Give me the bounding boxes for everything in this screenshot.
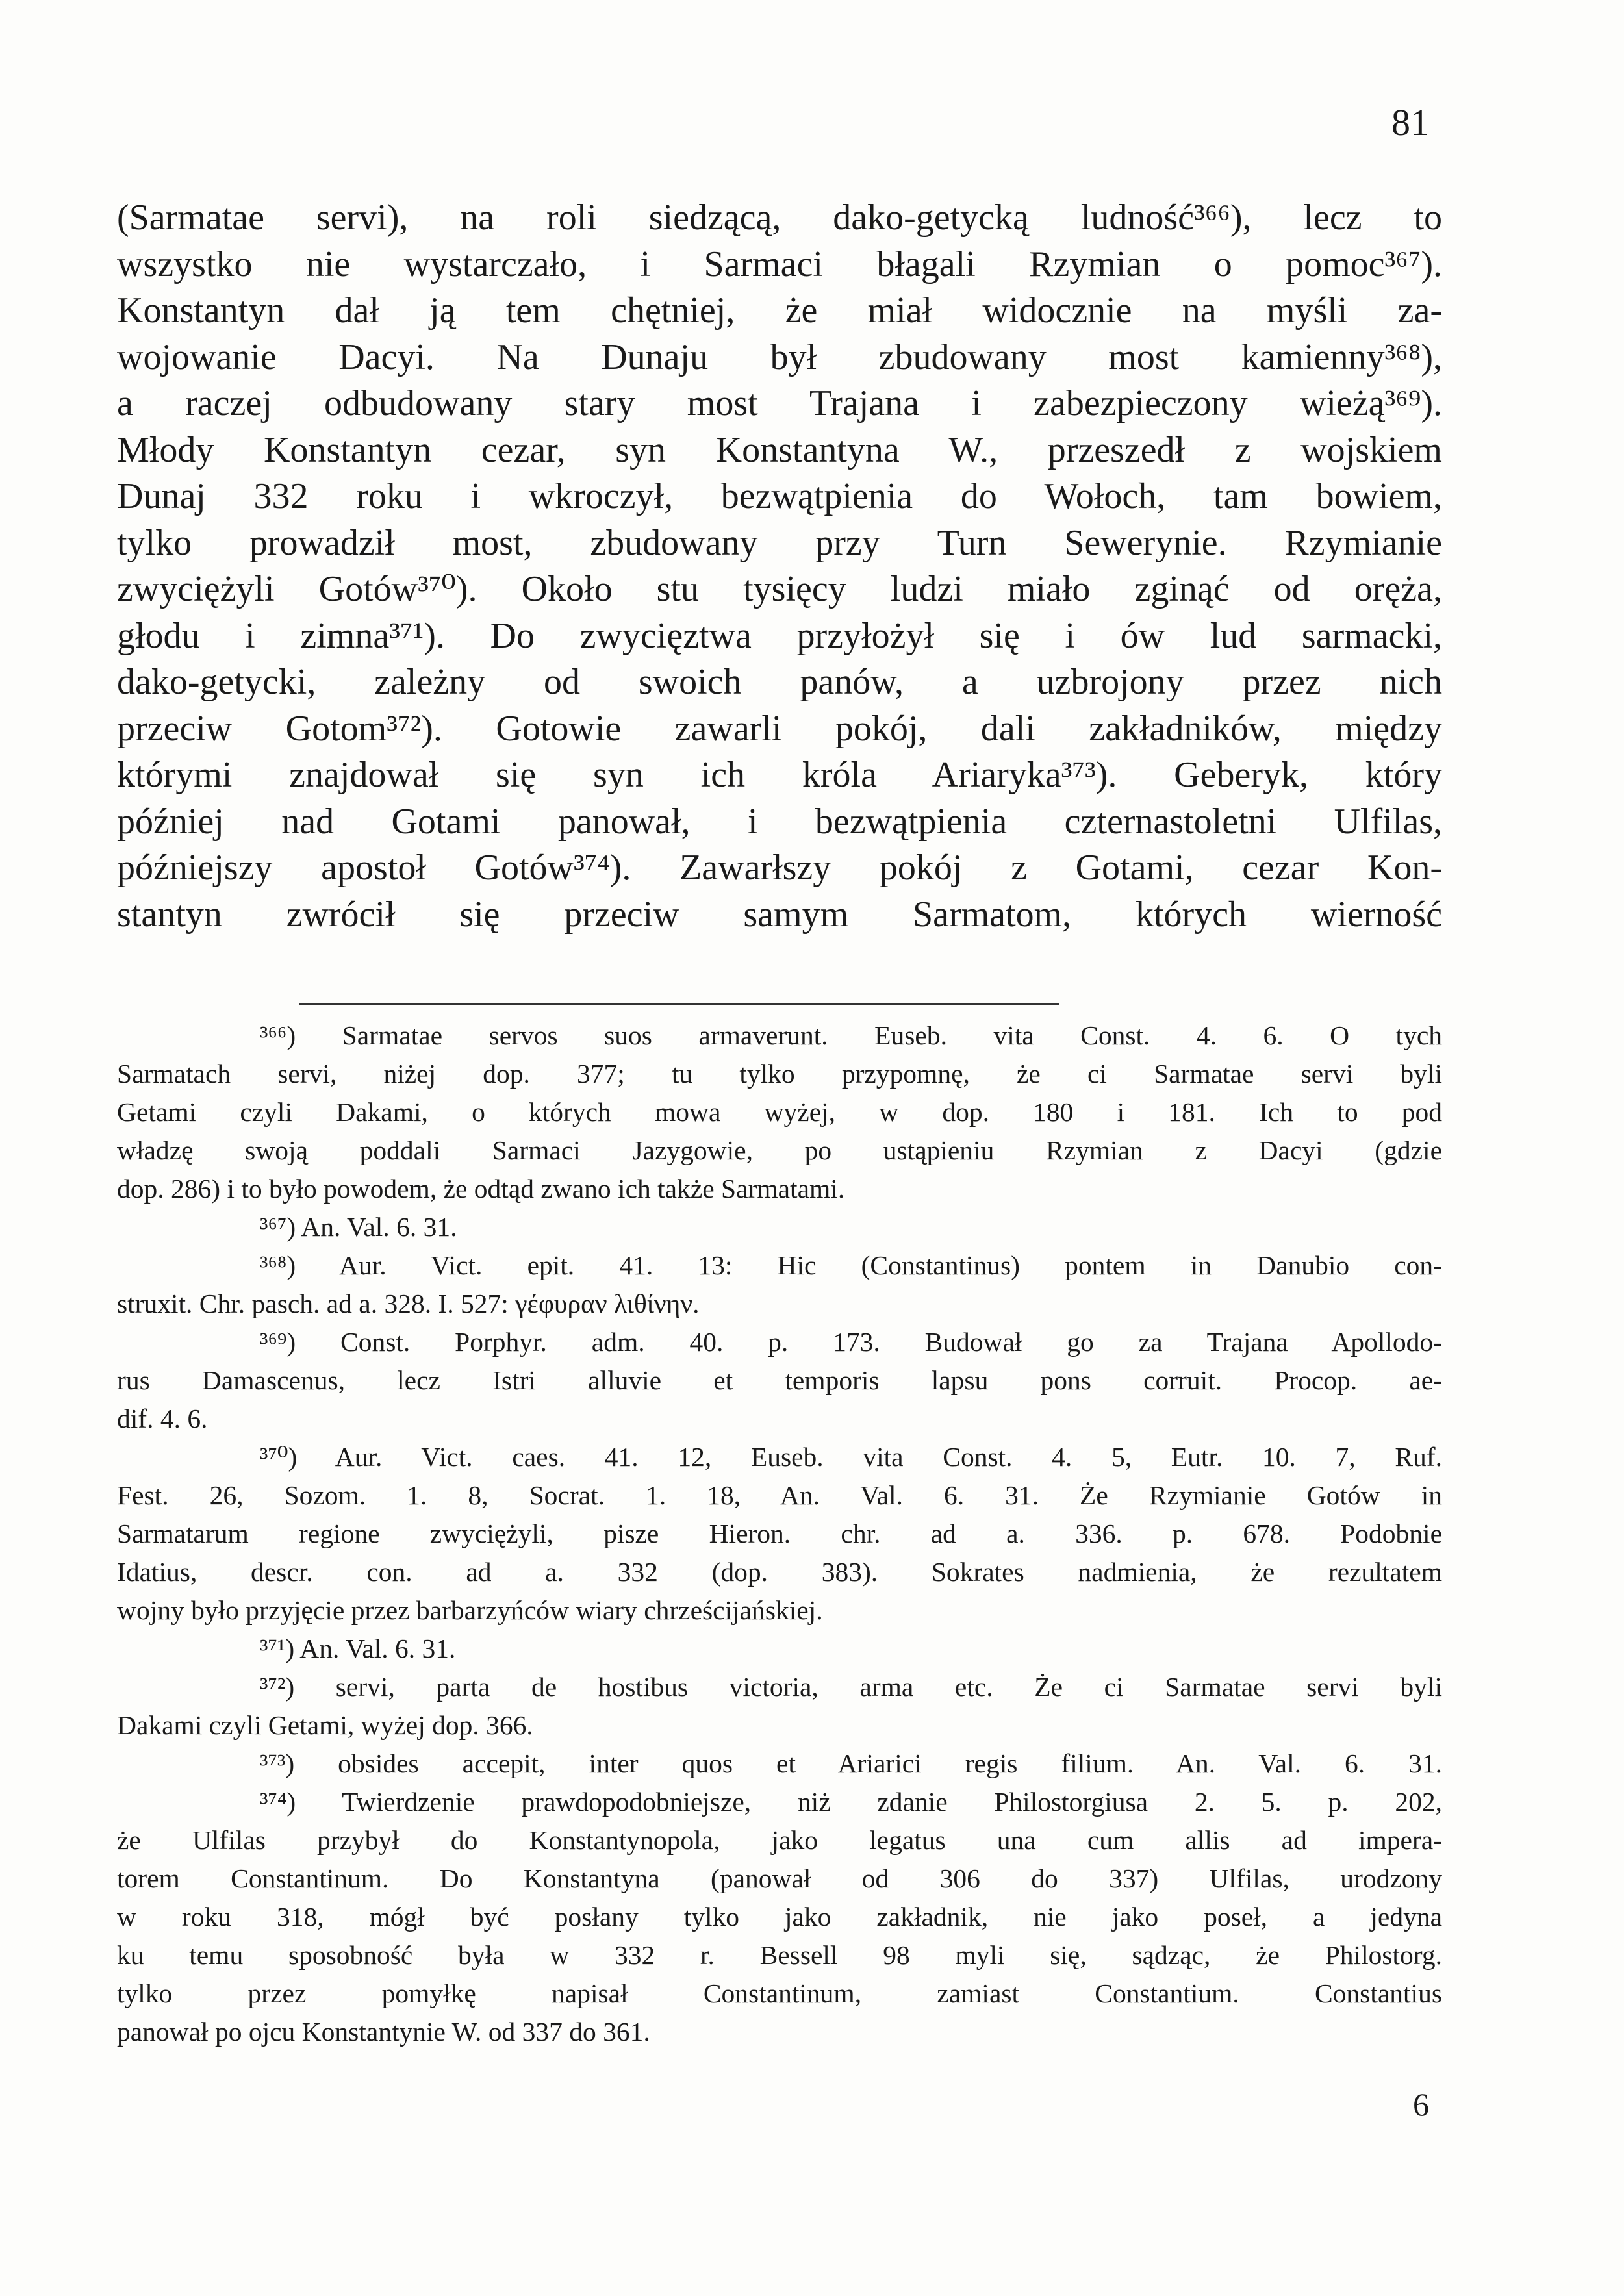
- footnotes: [117, 1016, 1442, 2051]
- text-line: (Sarmatae servi), na roli siedzącą, dako-getycką ludność³⁶⁶), lecz to: [117, 197, 1442, 238]
- footnote-line: panował po ojcu Konstantynie W. od 337 do 361.: [117, 2017, 650, 2047]
- text-line: stantyn zwrócił się przeciw samym Sarmatom, których wierność: [117, 894, 1442, 935]
- text-line: Konstantyn dał ją tem chętniej, że miał widocznie na myśli za-: [117, 290, 1442, 331]
- signature-mark: 6: [1413, 2086, 1429, 2123]
- footnote-line: w roku 318, mógł być posłany tylko jako zakładnik, nie jako poseł, a jedyna: [117, 1902, 1442, 1932]
- footnote-line: struxit. Chr. pasch. ad a. 328. I. 527: γέφυραν λιθίνην.: [117, 1289, 700, 1318]
- text-line: a raczej odbudowany stary most Trajana i zabezpieczony wieżą³⁶⁹).: [117, 383, 1442, 423]
- footnote-line: ³⁷²) servi, parta de hostibus victoria, arma etc. Że ci Sarmatae servi byli: [260, 1672, 1442, 1702]
- footnote-line: ³⁶⁶) Sarmatae servos suos armaverunt. Euseb. vita Const. 4. 6. O tych: [260, 1020, 1442, 1050]
- text-line: wszystko nie wystarczało, i Sarmaci błagali Rzymian o pomoc³⁶⁷).: [117, 244, 1442, 284]
- text-line: przeciw Gotom³⁷²). Gotowie zawarli pokój, dali zakładników, między: [117, 708, 1442, 749]
- page-number: 81: [1391, 101, 1429, 144]
- text-line: zwyciężyli Gotów³⁷⁰). Około stu tysięcy ludzi miało zginąć od oręża,: [117, 569, 1442, 609]
- text-line: Młody Konstantyn cezar, syn Konstantyna W., przeszedł z wojskiem: [117, 429, 1442, 470]
- text-line: późniejszy apostoł Gotów³⁷⁴). Zawarłszy pokój z Gotami, cezar Kon-: [117, 848, 1442, 888]
- footnote-line: Dakami czyli Getami, wyżej dop. 366.: [117, 1710, 533, 1740]
- text-line: tylko prowadził most, zbudowany przy Turn Sewerynie. Rzymianie: [117, 522, 1442, 563]
- text-line: Dunaj 332 roku i wkroczył, bezwątpienia do Wołoch, tam bowiem,: [117, 476, 1442, 516]
- footnote-line: tylko przez pomyłkę napisał Constantinum, zamiast Constantium. Constantius: [117, 1978, 1442, 2008]
- footnote-line: ³⁷³) obsides accepit, inter quos et Ariarici regis filium. An. Val. 6. 31.: [260, 1748, 1442, 1778]
- footnote-line: Sarmatarum regione zwyciężyli, pisze Hieron. chr. ad a. 336. p. 678. Podobnie: [117, 1519, 1442, 1548]
- footnote-line: wojny było przyjęcie przez barbarzyńców wiary chrześcijańskiej.: [117, 1595, 823, 1625]
- footnote-line: Getami czyli Dakami, o których mowa wyżej, w dop. 180 i 181. Ich to pod: [117, 1097, 1442, 1127]
- main-text: [117, 195, 1442, 938]
- footnote-line: rus Damascenus, lecz Istri alluvie et temporis lapsu pons corruit. Procop. ae-: [117, 1365, 1442, 1395]
- footnote-line: torem Constantinum. Do Konstantyna (panował od 306 do 337) Ulfilas, urodzony: [117, 1863, 1442, 1893]
- text-line: wojowanie Dacyi. Na Dunaju był zbudowany most kamienny³⁶⁸),: [117, 336, 1442, 377]
- footnote-divider: [299, 1003, 1059, 1005]
- footnote-line: ³⁶⁹) Const. Porphyr. adm. 40. p. 173. Budował go za Trajana Apollodo-: [260, 1327, 1442, 1357]
- text-line: którymi znajdował się syn ich króla Ariaryka³⁷³). Geberyk, który: [117, 755, 1442, 795]
- footnote-line: Idatius, descr. con. ad a. 332 (dop. 383). Sokrates nadmienia, że rezultatem: [117, 1557, 1442, 1587]
- text-line: głodu i zimna³⁷¹). Do zwycięztwa przyłożył się i ów lud sarmacki,: [117, 615, 1442, 656]
- footnote-line: ³⁷⁰) Aur. Vict. caes. 41. 12, Euseb. vita Const. 4. 5, Eutr. 10. 7, Ruf.: [260, 1442, 1442, 1472]
- footnote-line: Sarmatach servi, niżej dop. 377; tu tylko przypomnę, że ci Sarmatae servi byli: [117, 1059, 1442, 1089]
- footnote-line: dif. 4. 6.: [117, 1404, 208, 1433]
- footnote-line: ³⁷⁴) Twierdzenie prawdopodobniejsze, niż zdanie Philostorgiusa 2. 5. p. 202,: [260, 1787, 1442, 1817]
- footnote-line: ku temu sposobność była w 332 r. Bessell 98 myli się, sądząc, że Philostorg.: [117, 1940, 1442, 1970]
- text-line: później nad Gotami panował, i bezwątpienia czternastoletni Ulfilas,: [117, 801, 1442, 842]
- footnote-line: że Ulfilas przybył do Konstantynopola, jako legatus una cum allis ad impera-: [117, 1825, 1442, 1855]
- footnote-line: ³⁶⁷) An. Val. 6. 31.: [260, 1212, 457, 1242]
- footnote-line: ³⁶⁸) Aur. Vict. epit. 41. 13: Hic (Constantinus) pontem in Danubio con-: [260, 1250, 1442, 1280]
- footnote-line: władzę swoją poddali Sarmaci Jazygowie, po ustąpieniu Rzymian z Dacyi (gdzie: [117, 1135, 1442, 1165]
- footnote-line: dop. 286) i to było powodem, że odtąd zwano ich także Sarmatami.: [117, 1174, 845, 1204]
- text-line: dako-getycki, zależny od swoich panów, a uzbrojony przez nich: [117, 662, 1442, 702]
- footnote-line: ³⁷¹) An. Val. 6. 31.: [260, 1634, 456, 1663]
- footnote-line: Fest. 26, Sozom. 1. 8, Socrat. 1. 18, An. Val. 6. 31. Że Rzymianie Gotów in: [117, 1480, 1442, 1510]
